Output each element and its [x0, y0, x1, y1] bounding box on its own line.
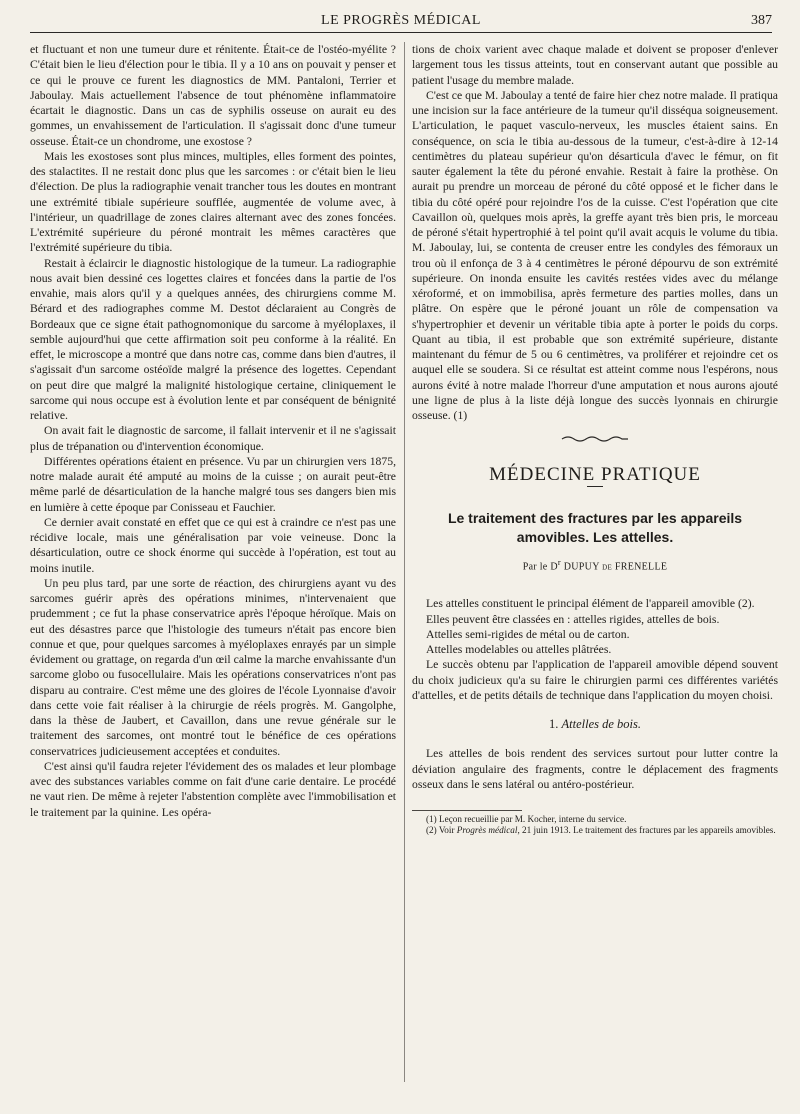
paragraph: Elles peuvent être classées en : attelles rigides, attelles de bois.	[426, 612, 720, 626]
byline-prefix: Par le D	[522, 561, 558, 573]
paragraph: Mais les exostoses sont plus minces, multiples, elles forment des pointes, des stalactites. Il ne restait donc plus que les sarcomes : or c'était bien le lieu d'élection. De plus la radiographie venait trancher tous les doutes en montrant une extrémité tibiale supérieure soufflée, augmentée de volume avec, à l'intérieur, un quadrillage de zones claires alternant avec des zones foncées. L'extrémité supérieure du péroné montrait les mêmes caractères que l'extrémité supérieure du tibia.	[30, 149, 396, 255]
footnote-2	[412, 825, 778, 836]
paragraph: C'est ainsi qu'il faudra rejeter l'évidement des os malades et leur plombage avec des substances variables comme on fait d'une carie dentaire. Le procédé ne vaut rien. De même à rejeter l'abstention complète avec l'immobilisation et le traitement par la quinine. Les opéra-	[30, 759, 396, 819]
subheading-number: 1.	[549, 717, 559, 732]
column-divider	[404, 42, 405, 1082]
byline-author: DUPUY de FRENELLE	[563, 561, 668, 573]
paragraph: Les attelles de bois rendent des services surtout pour lutter contre la déviation angulaire des fragments, contre le déplacement des fragments osseux dans le sens latéral ou antéro-postérieur.	[412, 747, 778, 791]
section-title: MÉDECINE PRATIQUE	[489, 463, 701, 485]
paragraph: C'est ce que M. Jaboulay a tenté de faire hier chez notre malade. Il pratiqua une incision sur la face antérieure de la tumeur qu'il disséqua soigneusement. L'articulation, le paquet vasculo-nerveux, les muscles étaient sains. En conséquence, on scia le tibia au-dessous de la tumeur, c'est-à-dire à 12-14 centimètres du plateau supérieur qu'on désarticula d'avec le fémur, on fit sauter également la tête du péroné envahie. Restait à faire la prothèse. On aurait pu prendre un morceau de péroné du côté opposé et le ficher dans le tibia du côté opéré pour rejoindre l'os de la cuisse. C'est l'opération que cite Cavaillon où, quelques mois après, la greffe ayant très bien pris, le morceau de péroné s'était hypertrophié à tel point qu'il avait acquis le volume du tibia. M. Jaboulay, lui, se contenta de creuser entre les condyles des fémoraux un trou où il enfonça de 3 à 4 centimètres le péroné dépourvu de son extrémité supérieure. On inonda ensuite les cavités restées vides avec du mélange xéroformé, et on immobilisa, après fermeture des parties molles, dans un plâtre. On espère que le péroné jouant un rôle de compensation va s'hypertrophier et devenir un véritable tibia apte à porter le poids du corps. Quant au tibia, il est probable que son extrémité supérieure, distante maintenant du fémur de 5 ou 6 centimètres, va proliférer et rejoindre cet os auquel elle se soudera. Si ce résultat est atteint comme nous l'espérons, nous aurons évité à notre malade l'horreur d'une amputation et nous aurons ajouté une ligne de plus à la liste déjà longue des succès lyonnais en chirurgie osseuse. (1)	[412, 88, 778, 422]
footnote-2-journal: Progrès médical	[456, 825, 518, 836]
paragraph: et fluctuant et non une tumeur dure et rénitente. Était-ce de l'ostéo-myélite ? C'était bien le lieu d'élection pour le tibia. Il y a 10 ans on pouvait y penser et ce qui le prouve ce furent les diagnostics de MM. Pantaloni, Terrier et Jaboulay. Mais actuellement l'absence de tout phénomène inflammatoire écartait le diagnostic. Dans un cas de syphilis osseuse on aurait eu des gommes, un envahissement de l'articulation. Il s'agissait donc d'une tumeur osseuse. Était-ce un chondrome, une exostose ?	[30, 43, 396, 148]
journal-title: LE PROGRÈS MÉDICAL	[321, 13, 481, 28]
footnote-2-suffix: , 21 juin 1913. Le traitement des fractures par les appareils amovibles.	[517, 825, 776, 836]
footnote-rule	[412, 810, 522, 811]
right-column	[412, 42, 778, 836]
subheading	[412, 717, 778, 732]
article-title: Le traitement des fractures par les appareils amovibles. Les attelles.	[447, 509, 743, 545]
footnote-2-prefix: (2) Voir	[426, 825, 455, 836]
section-divider	[587, 486, 603, 487]
left-column	[30, 42, 396, 820]
paragraph: Les attelles constituent le principal élément de l'appareil amovible (2).	[426, 597, 755, 611]
page-number: 387	[751, 13, 772, 28]
paragraph: tions de choix varient avec chaque malade et doivent se proposer d'enlever largement tous les tissus atteints, tout en conservant autant que possible au patient l'usage du membre malade.	[412, 43, 778, 87]
paragraph: Un peu plus tard, par une sorte de réaction, des chirurgiens ayant vu des sarcomes guérir après des opérations minimes, n'intervenaient que prudemment ; ce fut la phase conservatrice après l'époque héroïque. Mais on eut des désastres parce que l'histologie des tumeurs n'était pas encore bien connue et que, pour quelques sarcomes à myéloplaxes enrayés par un simple évidement ou grattage, on regarda d'un œil calme la marche envahissante d'un sarcome globo ou fusocellulaire. Mais les opérations conservatrices n'ont pas disparu au contraire. C'est même une des gloires de l'école Lyonnaise d'avoir dans cette voie fait réaliser à la chirurgie de réels progrès. M. Gangolphe, dans la thèse de Jaubert, et Cavaillon, dans une revue générale sur le traitement des sarcomes, ont montré tout le bénéfice de ces opérations conservatrices judicieusement acceptées et conduites.	[30, 576, 396, 758]
paragraph: Ce dernier avait constaté en effet que ce qui est à craindre ce n'est pas une récidive locale, mais une généralisation par voie veineuse. Donc la désarticulation, outre ce shock énorme qui succède à l'opération, est tout au moins inutile.	[30, 515, 396, 575]
paragraph: Attelles modelables ou attelles plâtrées.	[426, 643, 612, 657]
byline	[412, 555, 778, 575]
paragraph: Différentes opérations étaient en présence. Vu par un chirurgien vers 1875, notre malade aurait été amputé au moins de la cuisse ; on aurait peut-être même parlé de désarticulation de la hanche malgré tous ses dangers bien mis en lumière à cette époque par Conisseau et Fauchier.	[30, 454, 396, 514]
running-header	[30, 12, 772, 33]
paragraph: Attelles semi-rigides de métal ou de carton.	[426, 627, 630, 641]
paragraph: Le succès obtenu par l'application de l'appareil amovible dépend souvent du choix judicieux qu'a su faire le chirurgien parmi ces différentes variétés d'attelles, et de petits détails de technique dans l'application du moyen choisi.	[412, 658, 778, 702]
subheading-text: Attelles de bois.	[561, 717, 641, 732]
footnote-1: (1) Leçon recueillie par M. Kocher, interne du service.	[426, 814, 627, 825]
paragraph: On avait fait le diagnostic de sarcome, il fallait intervenir et il ne s'agissait plus de trépanation ou d'intervention économique.	[30, 424, 396, 453]
paragraph: Restait à éclaircir le diagnostic histologique de la tumeur. La radiographie nous avait bien dessiné ces logettes claires et foncées dans la partie de l'os envahie, mais alors qu'il y a quelques années, des chirurgiens comme M. Bérard et des radiographes comme M. Destot déclaraient au Congrès de Bordeaux que ce signe était pathognomonique du sarcome à myéloplaxes, il semble aujourd'hui que cette affirmation soit peu conforme à la réalité. En effet, le microscope a montré que dans notre cas, comme dans bien d'autres, il s'agissait d'un sarcome ostéoïde malgré la présence des logettes. Cependant on peut dire que malgré la malignité histologique certaine, cliniquement le sarcome qui nous occupe est à évolution lente et par conséquent de bénignité relative.	[30, 256, 396, 422]
byline-sup: r	[557, 557, 561, 567]
section-ornament-icon	[412, 433, 778, 448]
